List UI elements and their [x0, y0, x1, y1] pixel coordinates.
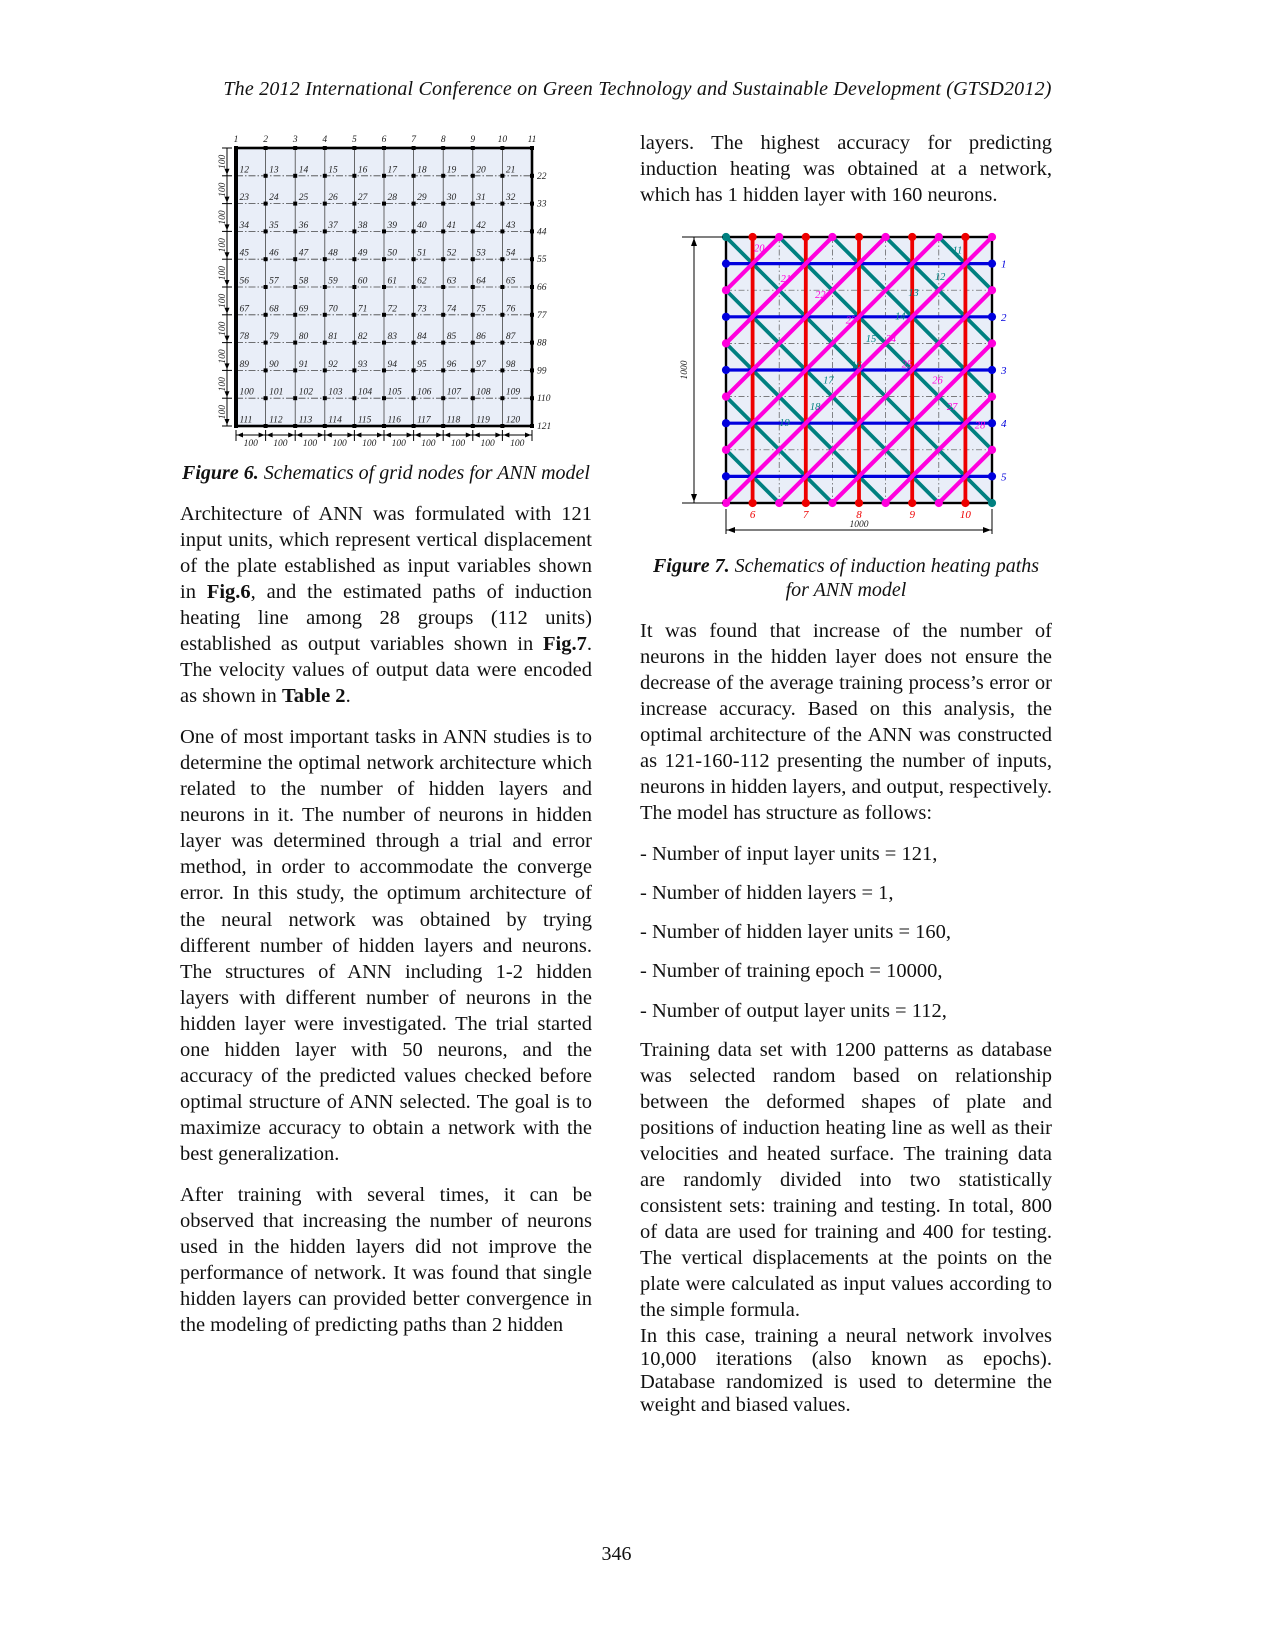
- svg-text:93: 93: [357, 359, 368, 370]
- svg-text:22: 22: [537, 171, 547, 182]
- svg-text:53: 53: [476, 248, 486, 259]
- svg-text:7: 7: [803, 509, 809, 522]
- svg-text:59: 59: [328, 276, 338, 287]
- svg-text:50: 50: [387, 248, 397, 259]
- svg-text:112: 112: [269, 415, 283, 426]
- svg-text:100: 100: [243, 439, 258, 448]
- svg-text:67: 67: [239, 304, 249, 315]
- svg-text:100: 100: [332, 439, 347, 448]
- svg-text:25: 25: [298, 193, 309, 204]
- svg-text:49: 49: [357, 248, 368, 259]
- svg-text:13: 13: [908, 288, 919, 300]
- svg-text:106: 106: [417, 387, 432, 398]
- figure7-block: [640, 223, 1052, 602]
- svg-text:71: 71: [357, 304, 368, 315]
- svg-text:15: 15: [865, 334, 877, 346]
- svg-text:31: 31: [476, 193, 486, 204]
- svg-text:100: 100: [450, 439, 466, 448]
- left-paragraph-2: One of most important tasks in ANN studies is to determine the optimal network architecture which related to the number of hidden layers and neurons in it. The number of neurons in hidden layer was determined through a trial and error method, in order to accommodate the converge error. In this study, the optimum architecture of the neural network was obtained by trying different number of hidden layers and neurons. The structures of ANN including 1-2 hidden layers with different number of neurons in the hidden layer were investigated. The trial started one hidden layer with 50 neurons, and the accuracy of the predicted values checked before optimal structure of ANN selected. The goal is to maximize accuracy to obtain a network with the best generalization.: [180, 726, 592, 1165]
- svg-text:46: 46: [269, 248, 279, 259]
- model-structure-item: - Number of hidden layer units = 160,: [640, 921, 952, 944]
- svg-text:4: 4: [322, 135, 328, 145]
- svg-text:1: 1: [1001, 258, 1007, 271]
- svg-text:107: 107: [446, 387, 461, 398]
- right-paragraph-2: It was found that increase of the number of neurons in the hidden layer does not ensure the decrease of the average training process’s error or increase accuracy. Based on this analysis, the optimal architecture of the ANN was constructed as 121-160-112 presenting the number of inputs, neurons in hidden layers, and output, respectively. The model has structure as follows:: [640, 620, 1052, 825]
- svg-text:100: 100: [218, 154, 228, 170]
- svg-text:118: 118: [446, 415, 461, 426]
- svg-text:44: 44: [537, 227, 547, 238]
- svg-text:88: 88: [537, 338, 547, 349]
- svg-text:26: 26: [932, 375, 943, 387]
- figure6-block: [180, 130, 592, 485]
- figure7-caption-text: Schematics of induction heating paths for ANN model: [729, 555, 1040, 602]
- svg-text:27: 27: [357, 193, 368, 204]
- svg-text:22: 22: [815, 290, 826, 302]
- svg-text:23: 23: [845, 315, 857, 327]
- svg-text:16: 16: [851, 360, 862, 372]
- svg-text:1000: 1000: [680, 360, 690, 380]
- svg-text:26: 26: [328, 193, 338, 204]
- svg-text:20: 20: [476, 165, 486, 176]
- svg-text:9: 9: [909, 509, 915, 522]
- svg-text:19: 19: [446, 165, 457, 176]
- svg-text:52: 52: [446, 248, 457, 259]
- svg-text:69: 69: [298, 304, 309, 315]
- svg-text:28: 28: [387, 193, 397, 204]
- svg-text:12: 12: [934, 272, 946, 284]
- svg-text:34: 34: [239, 220, 249, 231]
- svg-text:100: 100: [218, 349, 228, 364]
- model-structure-list: [640, 841, 1052, 1023]
- svg-text:1000: 1000: [849, 520, 869, 531]
- left-paragraph-3: After training with several times, it can be observed that increasing the number of neurons used in the hidden layers did not improve the performance of network. It was found that single hidden layers can provided better convergence in the modeling of predicting paths than 2 hidden: [180, 1183, 592, 1336]
- svg-text:100: 100: [218, 265, 228, 281]
- svg-text:42: 42: [476, 220, 486, 231]
- svg-text:51: 51: [417, 248, 427, 259]
- svg-text:78: 78: [239, 332, 249, 343]
- svg-text:4: 4: [1001, 418, 1007, 431]
- svg-text:121: 121: [537, 422, 552, 432]
- svg-text:100: 100: [421, 439, 436, 448]
- svg-text:18: 18: [809, 401, 821, 413]
- svg-text:18: 18: [417, 165, 427, 176]
- conference-header: The 2012 International Conference on Green Technology and Sustainable Development (GTSD2012): [223, 78, 1052, 100]
- svg-text:97: 97: [476, 359, 486, 370]
- svg-text:104: 104: [357, 387, 373, 398]
- svg-text:13: 13: [269, 165, 279, 176]
- svg-text:68: 68: [269, 304, 279, 315]
- svg-text:41: 41: [446, 220, 457, 231]
- svg-text:100: 100: [302, 439, 318, 448]
- svg-text:24: 24: [885, 334, 897, 346]
- svg-text:105: 105: [387, 387, 402, 398]
- svg-text:101: 101: [269, 387, 284, 398]
- svg-text:79: 79: [269, 332, 279, 343]
- svg-text:100: 100: [218, 238, 228, 253]
- svg-text:102: 102: [298, 387, 313, 398]
- model-structure-item: - Number of hidden layers = 1,: [640, 882, 894, 905]
- svg-text:15: 15: [328, 165, 338, 176]
- svg-text:23: 23: [239, 193, 249, 204]
- svg-text:100: 100: [218, 182, 228, 197]
- svg-text:119: 119: [476, 415, 490, 426]
- svg-text:74: 74: [446, 304, 457, 315]
- svg-text:28: 28: [974, 420, 986, 432]
- svg-text:66: 66: [537, 283, 547, 293]
- svg-text:94: 94: [387, 359, 397, 370]
- svg-text:100: 100: [391, 439, 406, 448]
- svg-text:65: 65: [505, 276, 516, 287]
- svg-text:12: 12: [239, 165, 249, 176]
- svg-text:37: 37: [328, 220, 338, 231]
- svg-text:77: 77: [537, 310, 547, 321]
- svg-text:100: 100: [273, 439, 288, 448]
- svg-text:39: 39: [387, 220, 397, 231]
- svg-text:14: 14: [298, 165, 309, 176]
- right-paragraph-4: In this case, training a neural network involves 10,000 iterations (also known as epochs). Database randomized is used to determine the weight and biased values.: [640, 1324, 1052, 1417]
- svg-text:10: 10: [959, 509, 971, 522]
- svg-text:109: 109: [505, 387, 521, 398]
- svg-text:8: 8: [856, 509, 862, 522]
- svg-text:32: 32: [505, 193, 516, 204]
- svg-text:92: 92: [328, 359, 338, 370]
- svg-text:84: 84: [417, 332, 427, 343]
- svg-text:82: 82: [357, 332, 368, 343]
- svg-text:25: 25: [901, 359, 913, 371]
- svg-text:113: 113: [298, 415, 313, 426]
- svg-text:89: 89: [239, 359, 249, 370]
- svg-text:115: 115: [357, 415, 372, 426]
- svg-text:33: 33: [537, 199, 547, 210]
- svg-text:57: 57: [269, 276, 279, 287]
- svg-text:11: 11: [952, 245, 963, 257]
- right-column: [640, 130, 1052, 1418]
- svg-text:95: 95: [417, 359, 427, 370]
- svg-text:116: 116: [387, 415, 402, 426]
- svg-text:5: 5: [352, 135, 357, 145]
- svg-text:75: 75: [476, 304, 486, 315]
- svg-text:103: 103: [328, 387, 343, 398]
- svg-text:48: 48: [328, 248, 338, 259]
- svg-text:63: 63: [446, 276, 457, 287]
- svg-text:55: 55: [537, 255, 547, 266]
- svg-text:61: 61: [387, 276, 397, 287]
- figure6-caption: [180, 461, 592, 485]
- model-structure-item: - Number of output layer units = 112,: [640, 999, 947, 1022]
- svg-text:72: 72: [387, 304, 397, 315]
- right-paragraph-3: Training data set with 1200 patterns as database was selected random based on relationship between the deformed shapes of plate and positions of induction heating line as well as their velocities and heated surface. The training data are randomly divided into two statistically consistent sets: training and testing. In total, 800 of data are used for training and 400 for testing. The vertical displacements at the points on the plate were calculated as input values according to the simple formula.: [640, 1038, 1052, 1321]
- svg-text:90: 90: [269, 359, 279, 370]
- svg-text:3: 3: [292, 135, 298, 145]
- svg-text:5: 5: [1001, 471, 1007, 484]
- svg-text:10: 10: [497, 135, 508, 145]
- svg-text:100: 100: [239, 387, 254, 398]
- svg-text:9: 9: [470, 135, 476, 145]
- left-column: [180, 130, 592, 1353]
- page-number: 346: [601, 1543, 632, 1565]
- left-paragraph-1: Architecture of ANN was formulated with 121 input units, which represent vertical displacement of the plate established as input variables shown in Fig.6, and the estimated paths of induction heating line among 28 groups (112 units) established as output variables shown in Fig.7. The velocity values of output data were encoded as shown in Table 2.: [180, 503, 593, 708]
- svg-text:58: 58: [298, 276, 309, 287]
- figure7-caption: [640, 554, 1052, 602]
- svg-text:3: 3: [1001, 365, 1007, 378]
- svg-text:35: 35: [269, 220, 279, 231]
- svg-text:17: 17: [823, 375, 834, 387]
- figure6-caption-label: Figure 6.: [182, 462, 259, 485]
- svg-text:117: 117: [417, 415, 431, 426]
- svg-text:30: 30: [446, 193, 457, 204]
- svg-text:99: 99: [537, 366, 547, 377]
- svg-text:108: 108: [476, 387, 491, 398]
- svg-text:76: 76: [505, 304, 516, 315]
- svg-text:81: 81: [328, 332, 338, 343]
- right-paragraph-1: layers. The highest accuracy for predicting induction heating was obtained at a network, which has 1 hidden layer with 160 neurons.: [640, 132, 1052, 207]
- svg-text:27: 27: [946, 401, 958, 413]
- svg-text:86: 86: [476, 332, 486, 343]
- svg-text:100: 100: [362, 439, 377, 448]
- svg-text:100: 100: [218, 210, 228, 225]
- svg-text:36: 36: [298, 220, 309, 231]
- svg-text:6: 6: [381, 135, 387, 145]
- svg-text:96: 96: [446, 359, 457, 370]
- figure7-paths-image: [670, 223, 1022, 541]
- svg-text:110: 110: [537, 394, 551, 405]
- svg-text:100: 100: [218, 404, 228, 420]
- svg-text:45: 45: [239, 248, 249, 259]
- svg-text:100: 100: [480, 439, 495, 448]
- svg-text:19: 19: [779, 417, 790, 429]
- svg-text:73: 73: [417, 304, 427, 315]
- svg-text:111: 111: [239, 415, 253, 426]
- svg-text:1: 1: [233, 135, 239, 145]
- svg-text:38: 38: [357, 220, 368, 231]
- svg-text:98: 98: [505, 359, 516, 370]
- svg-text:47: 47: [298, 248, 309, 259]
- svg-text:54: 54: [505, 248, 516, 259]
- svg-text:21: 21: [505, 165, 516, 176]
- model-structure-item: - Number of input layer units = 121,: [640, 843, 938, 866]
- svg-text:11: 11: [527, 135, 537, 145]
- svg-text:100: 100: [218, 321, 228, 336]
- svg-text:14: 14: [894, 311, 906, 323]
- svg-text:85: 85: [446, 332, 457, 343]
- svg-text:80: 80: [298, 332, 309, 343]
- svg-text:120: 120: [505, 415, 521, 426]
- svg-text:16: 16: [357, 165, 368, 176]
- svg-text:91: 91: [298, 359, 309, 370]
- svg-text:83: 83: [387, 332, 397, 343]
- svg-text:100: 100: [218, 293, 228, 309]
- svg-text:114: 114: [328, 415, 342, 426]
- svg-text:7: 7: [411, 135, 416, 145]
- svg-text:8: 8: [440, 135, 446, 145]
- svg-text:100: 100: [218, 377, 228, 392]
- svg-text:40: 40: [417, 220, 427, 231]
- svg-text:56: 56: [239, 276, 249, 287]
- svg-text:43: 43: [505, 220, 516, 231]
- svg-text:29: 29: [417, 193, 427, 204]
- figure6-caption-text: Schematics of grid nodes for ANN model: [258, 462, 590, 485]
- svg-text:60: 60: [357, 276, 368, 287]
- model-structure-item: - Number of training epoch = 10000,: [640, 960, 943, 983]
- svg-text:20: 20: [754, 243, 765, 255]
- svg-text:70: 70: [328, 304, 338, 315]
- svg-text:87: 87: [505, 332, 516, 343]
- svg-text:6: 6: [749, 509, 756, 522]
- svg-text:62: 62: [417, 276, 427, 287]
- svg-text:24: 24: [269, 193, 279, 204]
- svg-text:21: 21: [780, 274, 792, 286]
- svg-text:100: 100: [510, 439, 525, 448]
- figure7-caption-label: Figure 7.: [652, 555, 730, 578]
- svg-text:2: 2: [1001, 311, 1007, 324]
- svg-text:17: 17: [387, 165, 397, 176]
- figure6-grid-image: [216, 130, 556, 448]
- svg-text:64: 64: [476, 276, 486, 287]
- svg-text:2: 2: [263, 135, 268, 145]
